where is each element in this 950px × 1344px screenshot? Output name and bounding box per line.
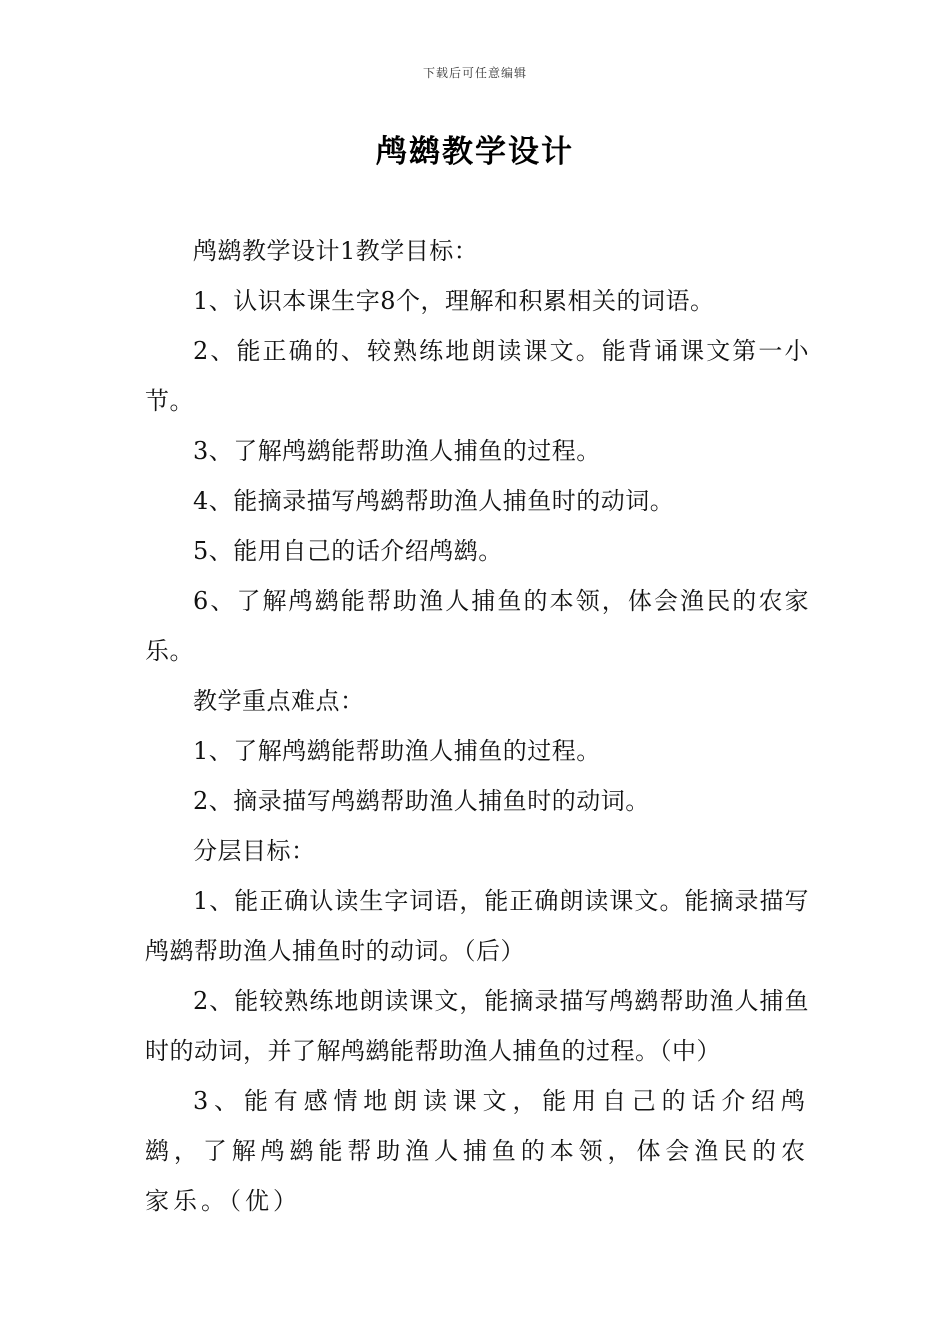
paragraph-goal-1: 1、认识本课生字8个，理解和积累相关的词语。 — [193, 287, 715, 315]
paragraph-tiered-goal-1: 1、能正确认读生字词语，能正确朗读课文。能摘录描写鸬鹚帮助渔人捕鱼时的动词。（后） — [145, 887, 809, 965]
paragraph-goals-heading: 鸬鹚教学设计1教学目标： — [193, 237, 479, 265]
paragraph-goal-6: 6、了解鸬鹚能帮助渔人捕鱼的本领，体会渔民的农家乐。 — [145, 587, 809, 665]
paragraph-tiered-goal-2: 2、能较熟练地朗读课文，能摘录描写鸬鹚帮助渔人捕鱼时的动词，并了解鸬鹚能帮助渔人捕鱼的过程。（中） — [145, 987, 809, 1065]
paragraph-tiered-goals-heading: 分层目标： — [193, 837, 316, 865]
header-note: 下载后可任意编辑 — [422, 66, 527, 80]
paragraph-key-points-heading: 教学重点难点： — [193, 687, 365, 715]
paragraph-key-point-2: 2、摘录描写鸬鹚帮助渔人捕鱼时的动词。 — [193, 787, 650, 815]
paragraph-tiered-goal-3: 3、能有感情地朗读课文，能用自己的话介绍鸬鹚，了解鸬鹚能帮助渔人捕鱼的本领，体会渔民的农家乐。（优） — [145, 1087, 809, 1215]
paragraph-key-point-1: 1、了解鸬鹚能帮助渔人捕鱼的过程。 — [193, 737, 601, 765]
document-title: 鸬鹚教学设计 — [376, 134, 574, 170]
paragraph-goal-5: 5、能用自己的话介绍鸬鹚。 — [193, 537, 503, 565]
paragraph-goal-3: 3、了解鸬鹚能帮助渔人捕鱼的过程。 — [193, 437, 601, 465]
paragraph-goal-2: 2、能正确的、较熟练地朗读课文。能背诵课文第一小节。 — [145, 337, 809, 415]
document-body — [145, 226, 809, 1226]
paragraph-goal-4: 4、能摘录描写鸬鹚帮助渔人捕鱼时的动词。 — [193, 487, 675, 515]
